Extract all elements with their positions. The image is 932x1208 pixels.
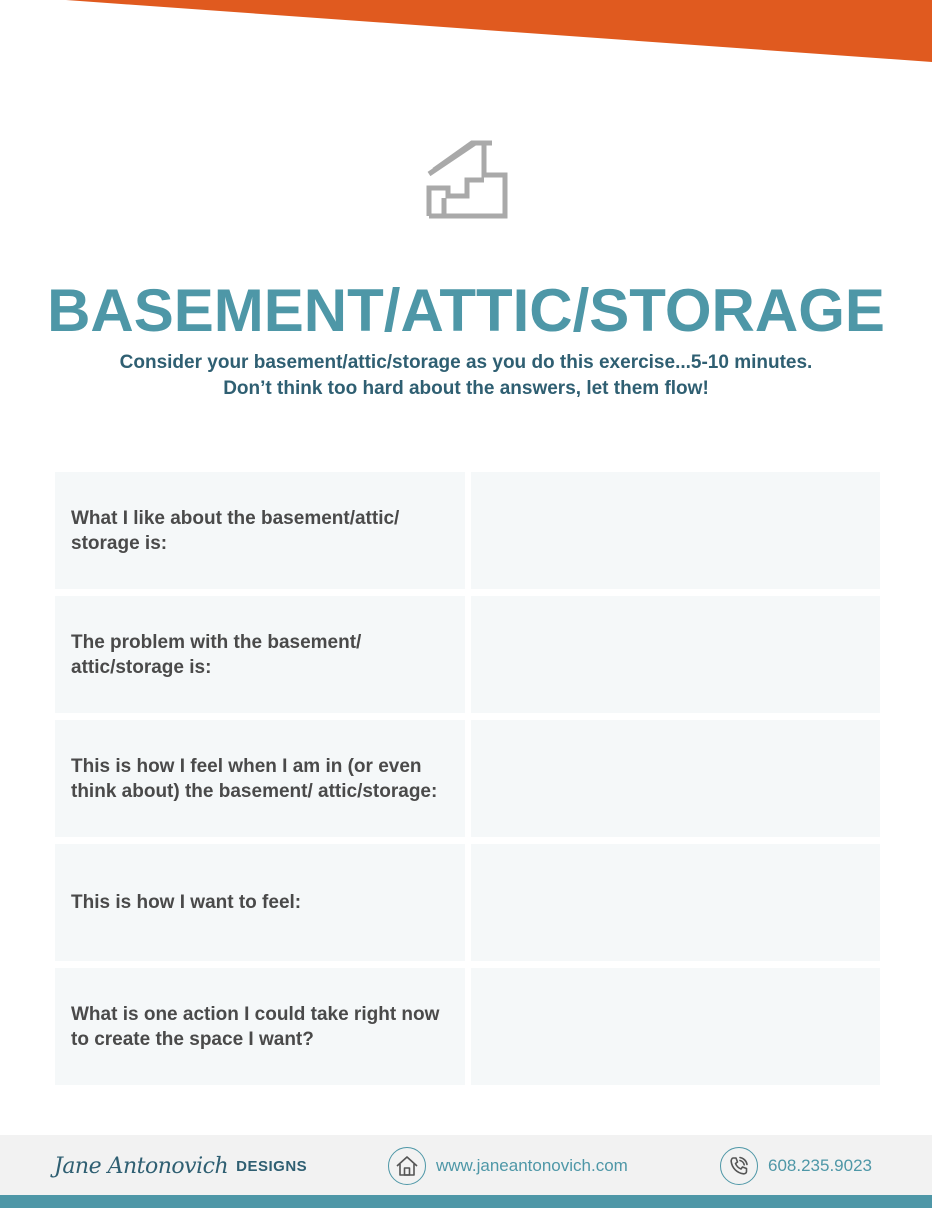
phone-icon — [720, 1147, 758, 1185]
instructions-line-2: Don’t think too hard about the answers, let them flow! — [223, 378, 709, 399]
footer-accent-bar — [0, 1195, 932, 1208]
home-icon — [388, 1147, 426, 1185]
brand-logo — [54, 1143, 307, 1189]
worksheet-table — [55, 472, 880, 1092]
answer-field[interactable] — [471, 472, 880, 589]
instructions — [0, 350, 932, 402]
website-contact[interactable] — [388, 1145, 628, 1187]
answer-field[interactable] — [471, 968, 880, 1085]
brand-signature: Jane Antonovich — [54, 1153, 229, 1179]
instructions-line-1: Consider your basement/attic/storage as you do this exercise...5-10 minutes. — [119, 352, 813, 373]
answer-field[interactable] — [471, 720, 880, 837]
worksheet-row — [55, 472, 880, 589]
stairs-icon — [424, 132, 512, 222]
brand-designs-word: DESIGNS — [236, 1157, 308, 1175]
phone-number[interactable]: 608.235.9023 — [768, 1156, 872, 1175]
prompt-cell: What is one action I could take right now to create the space I want? — [55, 968, 465, 1085]
prompt-cell: What I like about the basement/attic/ storage is: — [55, 472, 465, 589]
worksheet-row — [55, 968, 880, 1085]
worksheet-row — [55, 844, 880, 961]
worksheet-row — [55, 720, 880, 837]
page-title: BASEMENT/ATTIC/STORAGE — [47, 277, 885, 344]
answer-field[interactable] — [471, 596, 880, 713]
website-link[interactable]: www.janeantonovich.com — [436, 1156, 628, 1175]
prompt-cell: This is how I want to feel: — [55, 844, 465, 961]
prompt-cell: This is how I feel when I am in (or even think about) the basement/ attic/storage: — [55, 720, 465, 837]
top-accent-banner — [0, 0, 932, 70]
answer-field[interactable] — [471, 844, 880, 961]
worksheet-row — [55, 596, 880, 713]
phone-contact[interactable] — [720, 1145, 872, 1187]
prompt-cell: The problem with the basement/ attic/storage is: — [55, 596, 465, 713]
